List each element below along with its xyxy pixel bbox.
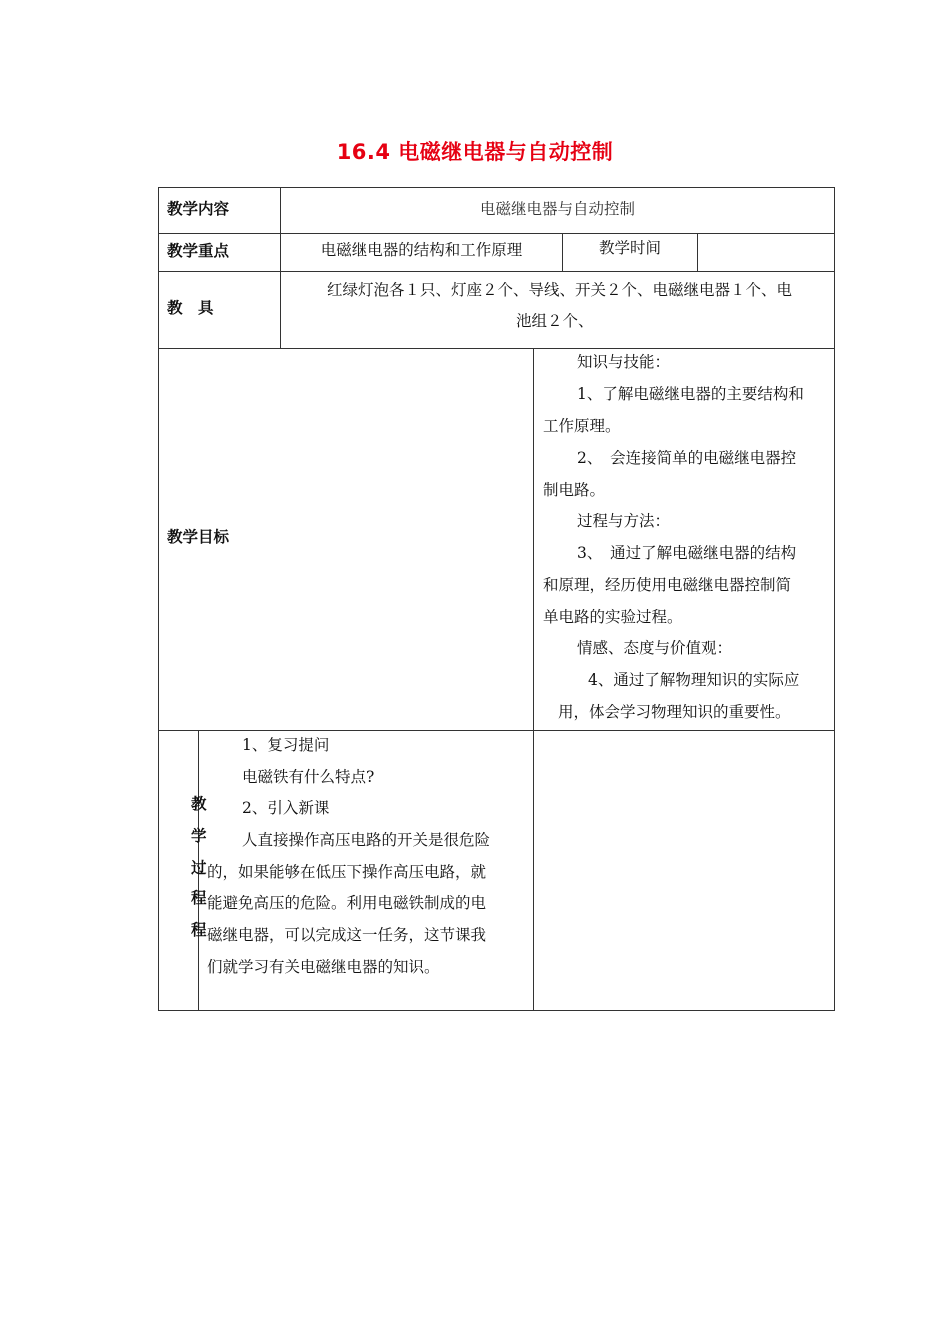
goal-line: 工作原理。 <box>543 417 621 435</box>
table-rule <box>697 233 698 272</box>
process-line: 们就学习有关电磁继电器的知识。 <box>207 958 440 976</box>
process-line: 磁继电器，可以完成这一任务，这节课我 <box>207 926 487 944</box>
table-rule <box>158 730 835 731</box>
process-label-char: 程 <box>191 889 207 907</box>
content-label: 教学内容 <box>167 200 230 218</box>
goal-line: 4、通过了解物理知识的实际应 <box>588 671 800 689</box>
goal-line: 情感、态度与价值观： <box>577 639 733 657</box>
goal-line: 3、 通过了解电磁继电器的结构 <box>577 544 797 562</box>
goal-line: 过程与方法： <box>577 512 671 530</box>
goal-line: 和原理，经历使用电磁继电器控制简 <box>543 576 792 594</box>
goals-label: 教学目标 <box>167 528 230 546</box>
process-line: 人直接操作高压电路的开关是很危险 <box>242 831 491 849</box>
process-line: 1、复习提问 <box>242 736 330 754</box>
focus-label: 教学重点 <box>167 242 230 260</box>
table-rule <box>158 233 835 234</box>
tools-line-2: 池组２个、 <box>516 312 594 330</box>
process-line: 2、引入新课 <box>242 799 330 817</box>
tools-label: 教 具 <box>167 299 214 317</box>
goal-line: 1、了解电磁继电器的主要结构和 <box>577 385 804 403</box>
teaching-time-label: 教学时间 <box>598 239 661 257</box>
goal-line: 用，体会学习物理知识的重要性。 <box>558 703 791 721</box>
process-line: 的，如果能够在低压下操作高压电路，就 <box>207 863 487 881</box>
table-rule <box>834 187 835 1011</box>
table-rule <box>158 271 835 272</box>
page-title: 16.4 电磁继电器与自动控制 <box>336 140 614 164</box>
goal-line: 制电路。 <box>543 481 606 499</box>
process-label-char: 程 <box>191 921 207 939</box>
table-rule <box>533 348 534 1011</box>
table-rule <box>158 187 835 188</box>
focus-value: 电磁继电器的结构和工作原理 <box>320 241 523 259</box>
goal-line: 单电路的实验过程。 <box>543 608 683 626</box>
table-rule <box>158 348 835 349</box>
tools-line-1: 红绿灯泡各１只、灯座２个、导线、开关２个、电磁继电器１个、电 <box>327 281 793 299</box>
process-label-char: 学 <box>191 827 207 845</box>
process-line: 电磁铁有什么特点? <box>242 768 375 786</box>
table-rule <box>158 1010 835 1011</box>
process-label-char: 教 <box>191 795 207 813</box>
content-value: 电磁继电器与自动控制 <box>479 200 635 218</box>
process-label-char: 过 <box>191 859 207 877</box>
goal-line: 知识与技能： <box>577 353 671 371</box>
goal-line: 2、 会连接简单的电磁继电器控 <box>577 449 797 467</box>
process-line: 能避免高压的危险。利用电磁铁制成的电 <box>207 894 487 912</box>
table-rule <box>158 187 159 1011</box>
